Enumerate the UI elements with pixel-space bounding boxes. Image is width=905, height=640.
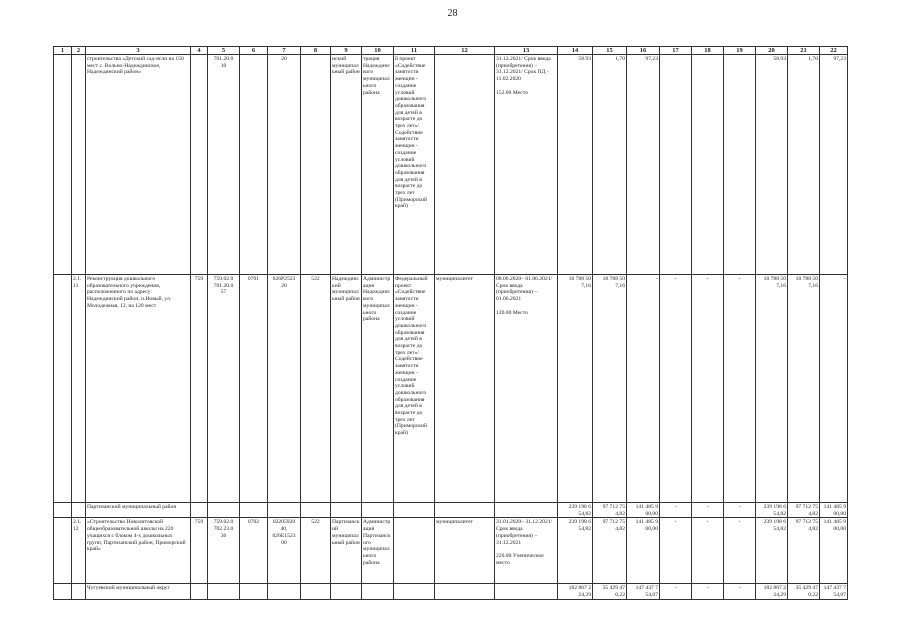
table-cell: 31.01.2020– 31.12.2021/ Срок ввода (приобретения) – 31.12.2021 220.00 Ученическое место	[495, 518, 558, 584]
table-cell: «Строительство Новолитовской общеобразовательной школы на 220 учащихся с блоком 4-х дошкольных групп, Партизанский район, Приморский край»	[86, 518, 191, 584]
table-cell: 2.1.11	[72, 275, 86, 503]
table-cell: 141 485 9 00,00	[627, 518, 660, 584]
table-cell: 239 198 6 54,82	[558, 503, 593, 518]
table-cell: 97,23	[627, 55, 660, 275]
table-row	[54, 584, 848, 599]
table-cell	[301, 503, 331, 518]
table-cell: 97 712 75 4,82	[788, 518, 820, 584]
table-cell: 18 788 50 7,16	[558, 275, 593, 503]
table-cell: 97,23	[820, 55, 848, 275]
page-number: 28	[447, 8, 458, 19]
column-header: 17	[660, 47, 692, 55]
table-cell: 759.02.0 702.23.0 36	[208, 518, 240, 584]
column-header: 2	[72, 47, 86, 55]
table-cell: -	[692, 275, 724, 503]
table-cell: Чугуевский муниципальный округ	[86, 584, 191, 599]
table-cell	[268, 584, 301, 599]
table-cell: 1,70	[593, 55, 627, 275]
table-cell	[72, 503, 86, 518]
table-cell: 522	[301, 275, 331, 503]
table-cell: Партизанский муниципальный район	[86, 503, 191, 518]
table-cell	[435, 584, 495, 599]
table-cell	[208, 584, 240, 599]
table-cell: муниципалитет	[435, 518, 495, 584]
table-cell: Надеждинский муниципальный район	[331, 275, 362, 503]
table-cell	[301, 55, 331, 275]
table-cell: 35 429 47 0,22	[593, 584, 627, 599]
table-cell: 2.1.12	[72, 518, 86, 584]
table-cell: -	[660, 584, 692, 599]
table-cell: -	[627, 275, 660, 503]
table-cell	[394, 584, 435, 599]
column-header: 16	[627, 47, 660, 55]
table-cell: 20	[268, 55, 301, 275]
table-cell: й проект «Содействие занятости женщин - создание условий дошкольного образования для детей в возрасте до трех лет»/Содействие занятости женщин - создание условий дошкольного образования для детей в возрасте до трех лет (Приморский край)	[394, 55, 435, 275]
table-cell	[435, 503, 495, 518]
table-cell: 08.06.2020– 01.06.2021/ Срок ввода (приобретения) – 01.06.2021 120.00 Место	[495, 275, 558, 503]
column-header: 1	[54, 47, 72, 55]
column-header: 10	[362, 47, 394, 55]
table-cell	[495, 584, 558, 599]
table-cell	[240, 55, 268, 275]
table-cell	[54, 55, 72, 275]
table-cell: трация Надеждинского муниципального района	[362, 55, 394, 275]
table-cell: 97 712 75 4,82	[788, 503, 820, 518]
table-cell: строительства «Детский сад-ясли на 150 мест с. Вольно-Надеждинское, Надеждинский район»	[86, 55, 191, 275]
table-cell: муниципалитет	[435, 275, 495, 503]
table-cell: 18 788 50 7,16	[593, 275, 627, 503]
table-row	[54, 518, 848, 584]
table-cell	[72, 584, 86, 599]
table-cell	[495, 503, 558, 518]
column-header: 14	[558, 47, 593, 55]
table-cell	[362, 584, 394, 599]
table-cell: 147 437 7 54,07	[820, 584, 848, 599]
table-cell: 18 788 50 7,16	[788, 275, 820, 503]
table-row	[54, 503, 848, 518]
table-cell	[54, 275, 72, 503]
table-cell: 239 198 6 54,82	[756, 518, 788, 584]
table-cell: Администрация Партизанского муниципального района	[362, 518, 394, 584]
investment-table	[53, 46, 848, 600]
table-cell: -	[724, 584, 756, 599]
column-header: 15	[593, 47, 627, 55]
table-cell: нский муниципальный район	[331, 55, 362, 275]
table-cell	[240, 503, 268, 518]
table-cell	[72, 55, 86, 275]
table-cell	[54, 503, 72, 518]
table-cell: 701.20.0 10	[208, 55, 240, 275]
table-cell	[191, 55, 208, 275]
table-cell: Реконструкция дошкольного образовательного учреждения, расположенного по адресу: Надеждинский район, п.Новый, ул. Молодежная, 12, на 120 мест	[86, 275, 191, 503]
column-header: 18	[692, 47, 724, 55]
table-cell	[54, 518, 72, 584]
table-cell: 182 867 2 24,29	[558, 584, 593, 599]
table-cell	[660, 55, 692, 275]
table-cell: 147 437 7 54,07	[627, 584, 660, 599]
table-cell: 97 712 75 4,82	[593, 518, 627, 584]
table-cell: 1,70	[788, 55, 820, 275]
table-cell: -	[724, 503, 756, 518]
table-cell: 759.02.0 701.20.0 57	[208, 275, 240, 503]
column-header: 3	[86, 47, 191, 55]
table-cell: Федеральный проект «Содействие занятости женщин - создание условий дошкольного образования для детей в возрасте до трех лет»/Содействие занятости женщин - создание условий дошкольного образования для детей в возрасте до трех лет (Приморский край)	[394, 275, 435, 503]
column-header: 19	[724, 47, 756, 55]
table-cell: -	[692, 503, 724, 518]
table-cell: 02205920 40, 026Е1523 00	[268, 518, 301, 584]
column-header: 9	[331, 47, 362, 55]
table-cell	[331, 584, 362, 599]
table-cell	[394, 518, 435, 584]
table-cell	[362, 503, 394, 518]
table-cell: 759	[191, 518, 208, 584]
table-cell: -	[660, 275, 692, 503]
table-cell	[692, 55, 724, 275]
column-header: 4	[191, 47, 208, 55]
table-cell	[394, 503, 435, 518]
table-cell	[191, 584, 208, 599]
table-cell	[268, 503, 301, 518]
table-cell: -	[724, 518, 756, 584]
table-cell: 239 198 6 54,82	[756, 503, 788, 518]
column-header: 5	[208, 47, 240, 55]
table-row	[54, 55, 848, 275]
table-cell: 522	[301, 518, 331, 584]
table-cell: 141 485 9 00,00	[820, 518, 848, 584]
table-cell: -	[820, 275, 848, 503]
table-cell: 141 485 9 00,00	[820, 503, 848, 518]
column-header: 6	[240, 47, 268, 55]
table-cell	[301, 584, 331, 599]
header-row	[54, 47, 848, 55]
table-cell	[724, 55, 756, 275]
table-cell	[435, 55, 495, 275]
column-header: 20	[756, 47, 788, 55]
table-cell: Партизанский муниципальный район	[331, 518, 362, 584]
column-header: 22	[820, 47, 848, 55]
table-cell: 31.12.2021/ Срок ввода (приобретения) – 31.12.2021/ Срок ПД - 11.02.2020 152.00 Место	[495, 55, 558, 275]
table-cell: Администрация Надеждинского муниципального района	[362, 275, 394, 503]
table-cell	[208, 503, 240, 518]
table-cell: 141 485 9 00,00	[627, 503, 660, 518]
table-cell: 97 712 75 4,82	[593, 503, 627, 518]
table-cell: 026Р2523 20	[268, 275, 301, 503]
table-cell: -	[724, 275, 756, 503]
table-cell	[191, 503, 208, 518]
column-header: 13	[495, 47, 558, 55]
table-cell: -	[692, 584, 724, 599]
table-cell	[54, 584, 72, 599]
table-cell: 239 198 6 54,82	[558, 518, 593, 584]
table-cell: 0701	[240, 275, 268, 503]
table-cell	[240, 584, 268, 599]
table-cell: -	[692, 518, 724, 584]
table-cell: -	[660, 518, 692, 584]
table-cell: 18 788 50 7,16	[756, 275, 788, 503]
column-header: 21	[788, 47, 820, 55]
table-cell: 58.93	[756, 55, 788, 275]
table-cell: 0702	[240, 518, 268, 584]
table-cell: 759	[191, 275, 208, 503]
column-header: 11	[394, 47, 435, 55]
column-header: 8	[301, 47, 331, 55]
table-cell: -	[660, 503, 692, 518]
column-header: 12	[435, 47, 495, 55]
table-cell: 58.93	[558, 55, 593, 275]
table-row	[54, 275, 848, 503]
table-cell	[331, 503, 362, 518]
table-cell: 35 429 47 0,22	[788, 584, 820, 599]
column-header: 7	[268, 47, 301, 55]
table-cell: 182 867 2 24,29	[756, 584, 788, 599]
